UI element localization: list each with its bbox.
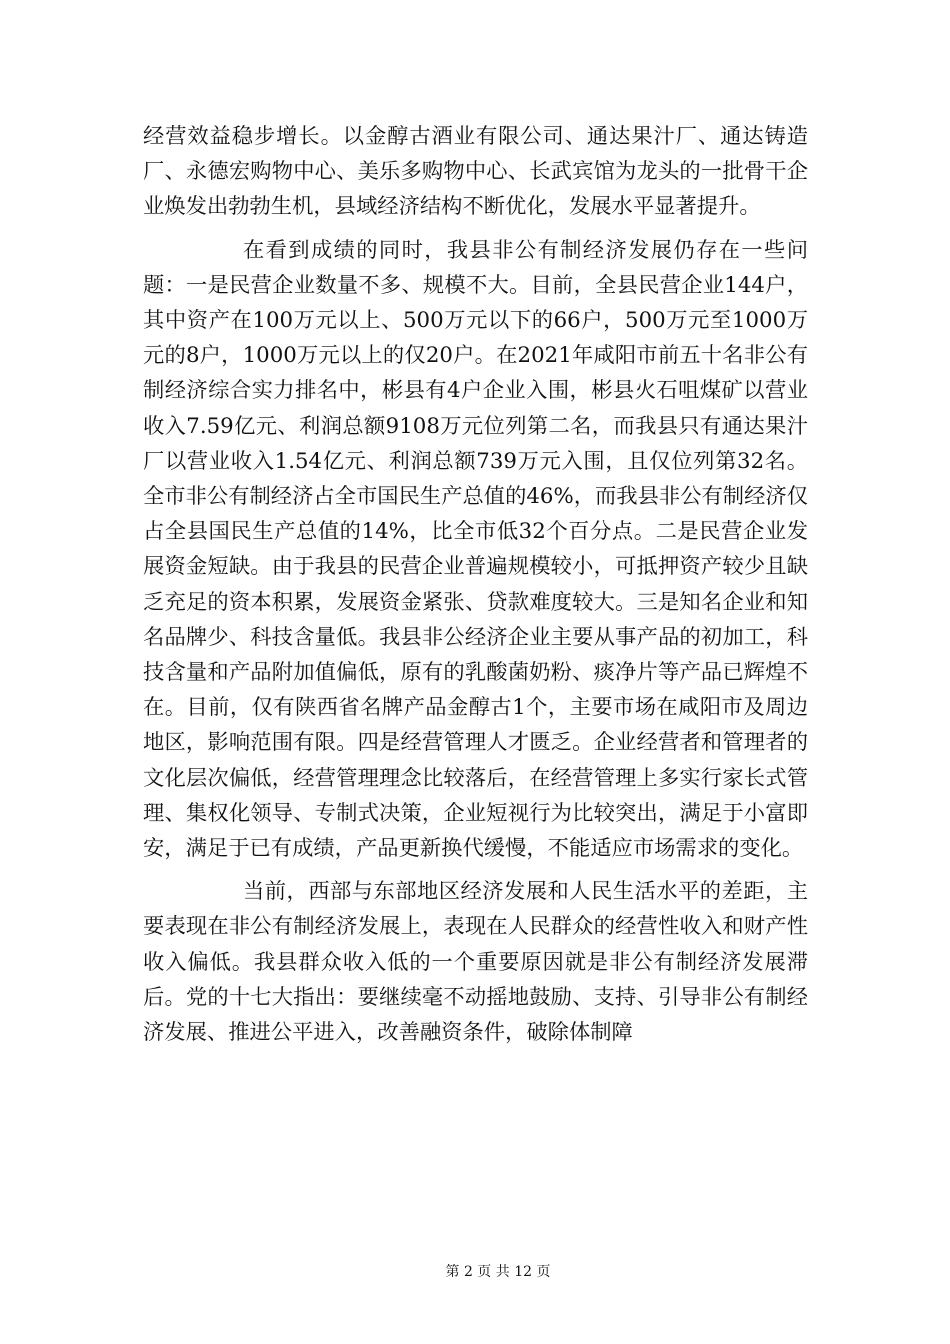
paragraph-2: 在看到成绩的同时，我县非公有制经济发展仍存在一些问题：一是民营企业数量不多、规模不大。目前，全县民营企业144户，其中资产在100万元以上、500万元以下的66户，500万元至1000万元的8户，1000万元以上的仅20户。在2021年咸阳市前五十名非公有制经济综合实力排名中，彬县有4户企业入围，彬县火石咀煤矿以营业收入7.59亿元、利润总额9108万元位列第二名，而我县只有通达果汁厂以营业收入1.54亿元、利润总额739万元入围，且仅位列第32名。全市非公有制经济占全市国民生产总值的46%，而我县非公有制经济仅占全县国民生产总值的14%，比全市低32个百分点。二是民营企业发展资金短缺。由于我县的民营企业普遍规模较小，可抵押资产较少且缺乏充足的资本积累，发展资金紧张、贷款难度较大。三是知名企业和知名品牌少、科技含量低。我县非公经济企业主要从事产品的初加工，科技含量和产品附加值偏低，原有的乳酸菌奶粉、痰净片等产品已辉煌不在。目前，仅有陕西省名牌产品金醇古1个，主要市场在咸阳市及周边地区，影响范围有限。四是经营管理人才匮乏。企业经营者和管理者的文化层次偏低，经营管理理念比较落后，在经营管理上多实行家长式管理、集权化领导、专制式决策，企业短视行为比较突出，满足于小富即安，满足于已有成绩，产品更新换代缓慢，不能适应市场需求的变化。	[143, 237, 808, 862]
page-footer: 第 2 页 共 12 页	[445, 1264, 551, 1280]
paragraph-3: 当前，西部与东部地区经济发展和人民生活水平的差距，主要表现在非公有制经济发展上，表现在人民群众的经营性收入和财产性收入偏低。我县群众收入低的一个重要原因就是非公有制经济发展滞后。党的十七大指出：要继续毫不动摇地鼓励、支持、引导非公有制经济发展、推进公平进入，改善融资条件，破除体制障	[143, 879, 808, 1046]
paragraph-1: 经营效益稳步增长。以金醇古酒业有限公司、通达果汁厂、通达铸造厂、永德宏购物中心、美乐多购物中心、长武宾馆为龙头的一批骨干企业焕发出勃勃生机，县域经济结构不断优化，发展水平显著提升。	[143, 124, 808, 220]
document-body	[143, 119, 808, 1050]
